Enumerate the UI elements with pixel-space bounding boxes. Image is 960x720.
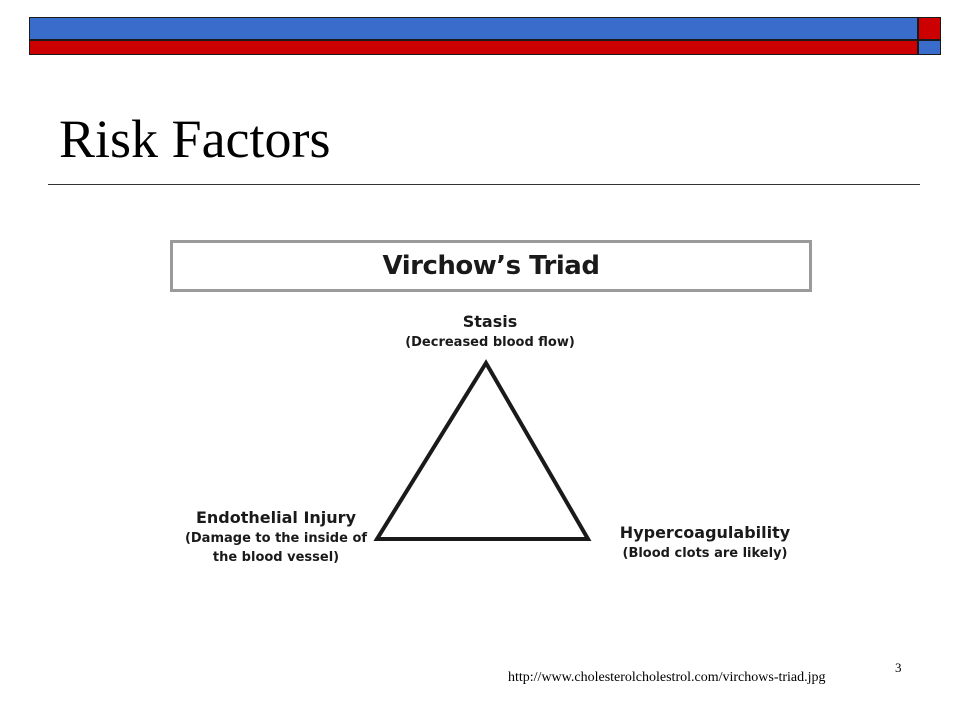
source-url: http://www.cholesterolcholestrol.com/virchows-triad.jpg [508, 670, 826, 685]
vertex-stasis [390, 311, 590, 352]
vertex-stasis-sub: (Decreased blood flow) [405, 335, 575, 350]
vertex-hypercoag-label: Hypercoagulability [619, 523, 791, 542]
header-square-red [918, 17, 941, 40]
page-number: 3 [895, 660, 902, 675]
header-bar-red [29, 40, 918, 55]
vertex-stasis-label: Stasis [462, 312, 518, 331]
diagram-title-box [170, 240, 812, 292]
vertex-endothelial-injury [170, 507, 382, 567]
triad-triangle [350, 350, 610, 560]
title-divider [48, 184, 920, 185]
diagram-title: Virchow’s Triad [382, 251, 600, 281]
vertex-hypercoagulability [600, 522, 810, 563]
header-bar-blue [29, 17, 918, 40]
header-square-blue [918, 40, 941, 55]
vertex-hypercoag-sub: (Blood clots are likely) [622, 546, 788, 561]
vertex-endothelial-sub-line-2: the blood vessel) [212, 550, 340, 565]
vertex-endothelial-label: Endothelial Injury [195, 508, 356, 527]
slide-title: Risk Factors [59, 109, 331, 169]
vertex-endothelial-sub-line-1: (Damage to the inside of [184, 531, 368, 546]
